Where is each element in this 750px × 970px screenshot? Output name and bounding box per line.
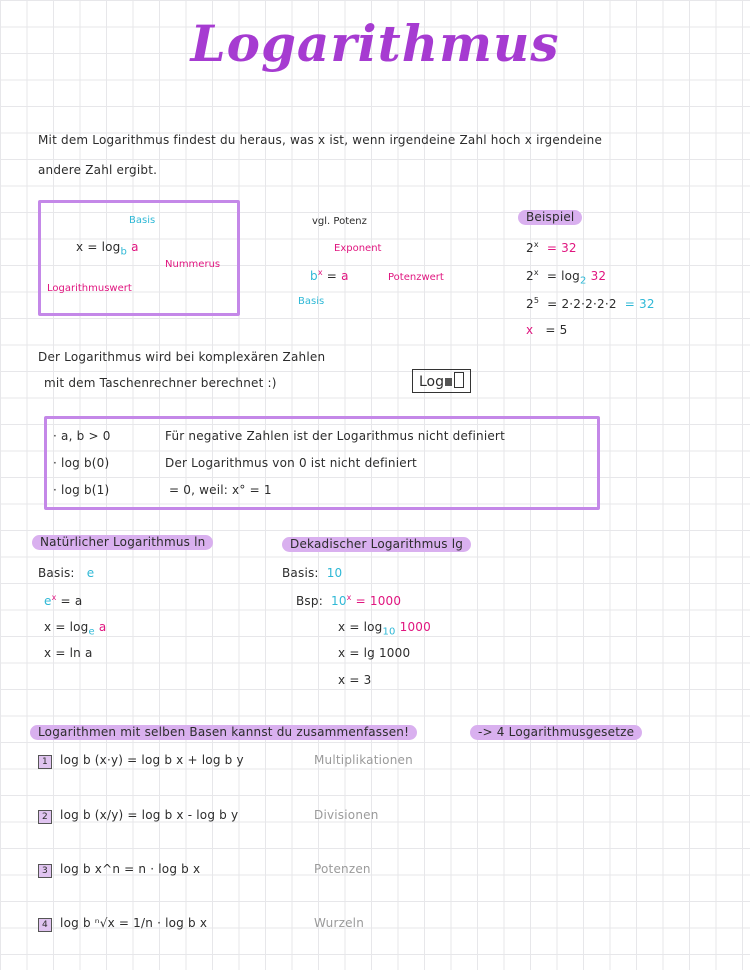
decadic-row-1-base: 10 <box>330 594 347 608</box>
condition-note-1: Für negative Zahlen ist der Logarithmus nicht definiert <box>165 429 505 443</box>
natural-basis-value: e <box>86 566 95 580</box>
formula-sub: b <box>120 246 128 258</box>
logwert-label: Logarithmuswert <box>47 283 132 294</box>
decadic-basis-value: 10 <box>326 566 343 580</box>
b4-right: = 5 <box>545 323 568 337</box>
nummerus-label: Nummerus <box>165 259 221 270</box>
natural-row-3: x = ln a <box>44 646 93 660</box>
natural-basis-label: Basis: <box>38 566 75 580</box>
natural-row-1-rest: = a <box>56 594 83 608</box>
page-title: Logarithmus <box>190 14 560 73</box>
condition-note-3: = 0, weil: x° = 1 <box>169 483 272 497</box>
exponent-label: Exponent <box>334 243 382 254</box>
potenz-basis-label: Basis <box>298 296 325 307</box>
condition-item-3-text: log b(1) <box>61 483 110 497</box>
beispiel-row-3 <box>526 296 655 311</box>
natural-row-2-text: x = log <box>44 620 89 634</box>
b2-sup: x <box>533 268 539 277</box>
b3-sup: 5 <box>533 296 540 305</box>
decadic-row-2 <box>338 620 431 637</box>
calc-square-icon <box>445 378 452 386</box>
b1-left: 2 <box>526 241 534 255</box>
law-1-name: Multiplikationen <box>314 753 413 767</box>
b1-sup: x <box>533 240 539 249</box>
formula-text: x = log <box>76 240 121 254</box>
law-3 <box>38 862 200 878</box>
decadic-row-2-sub: 10 <box>382 626 396 638</box>
decadic-row-4: x = 3 <box>338 673 372 687</box>
law-1-formula: log b (x·y) = log b x + log b y <box>60 753 244 767</box>
potenz-exp: x <box>317 268 323 277</box>
law-4-name: Wurzeln <box>314 916 364 930</box>
intro-line-1: Mit dem Logarithmus findest du heraus, was x ist, wenn irgendeine Zahl hoch x irgendeine <box>38 133 603 147</box>
condition-item-2: · log b(0) <box>53 456 110 470</box>
calc-key-label: Log <box>419 374 445 390</box>
decadic-basis-label: Basis: <box>282 566 319 580</box>
law-1 <box>38 753 244 769</box>
natural-row-1 <box>44 593 82 608</box>
natural-basis <box>38 566 94 580</box>
decadic-bsp-label: Bsp: <box>296 594 323 608</box>
potenzwert-label: Potenzwert <box>388 272 444 283</box>
potenz-a: a <box>341 269 349 283</box>
definition-box <box>38 200 240 316</box>
b3-right: = 2·2·2·2·2 <box>547 297 617 311</box>
calc-line-2: mit dem Taschenrechner berechnet :) <box>44 376 277 390</box>
b2-left: 2 <box>526 269 534 283</box>
law-3-name: Potenzen <box>314 862 371 876</box>
intro-line-2: andere Zahl ergibt. <box>38 163 158 177</box>
decadic-row-2-text: x = log <box>338 620 383 634</box>
law-2-formula: log b (x/y) = log b x - log b y <box>60 808 239 822</box>
law-2-number: 2 <box>38 810 52 824</box>
natural-log-heading: Natürlicher Logarithmus ln <box>32 535 213 550</box>
decadic-bsp <box>296 593 401 608</box>
calc-line-1: Der Logarithmus wird bei komplexären Zahlen <box>38 350 326 364</box>
decadic-row-1-rest: = 1000 <box>351 594 402 608</box>
law-2 <box>38 808 238 824</box>
law-1-number: 1 <box>38 755 52 769</box>
law-4-number: 4 <box>38 918 52 932</box>
beispiel-row-4 <box>526 323 567 337</box>
condition-item-1: · a, b > 0 <box>53 429 111 443</box>
decadic-row-3: x = lg 1000 <box>338 646 411 660</box>
law-3-number: 3 <box>38 864 52 878</box>
condition-note-2: Der Logarithmus von 0 ist nicht definiert <box>165 456 417 470</box>
b3-left: 2 <box>526 297 534 311</box>
natural-row-2-sub: e <box>88 626 95 638</box>
beispiel-row-1 <box>526 240 577 255</box>
natural-row-1-base: e <box>44 594 52 608</box>
conditions-box <box>44 416 600 510</box>
natural-row-2-arg: a <box>98 620 107 634</box>
b1-right: = 32 <box>546 241 577 255</box>
calc-box-icon <box>454 372 464 388</box>
condition-item-2-text: log b(0) <box>61 456 110 470</box>
decadic-row-1-sup: x <box>346 593 352 602</box>
natural-row-2 <box>44 620 106 637</box>
potenz-formula <box>310 268 349 283</box>
law-2-name: Divisionen <box>314 808 379 822</box>
formula-arg: a <box>131 240 139 254</box>
beispiel-heading: Beispiel <box>518 210 582 225</box>
b2-arg: 32 <box>590 269 607 283</box>
potenz-heading: vgl. Potenz <box>312 216 367 227</box>
definition-formula <box>76 240 139 257</box>
decadic-log-heading: Dekadischer Logarithmus lg <box>282 537 471 552</box>
calculator-log-key <box>412 369 471 393</box>
decadic-row-2-arg: 1000 <box>399 620 431 634</box>
beispiel-row-2 <box>526 268 606 286</box>
laws-heading: Logarithmen mit selben Basen kannst du zusammenfassen! <box>30 725 417 740</box>
condition-item-1-text: a, b > 0 <box>61 429 111 443</box>
natural-row-1-sup: x <box>51 593 57 602</box>
laws-arrow-note: -> 4 Logarithmusgesetze <box>470 725 642 740</box>
law-4-formula: log b ⁿ√x = 1/n · log b x <box>60 916 208 930</box>
basis-label: Basis <box>129 215 156 226</box>
condition-item-3: · log b(1) <box>53 483 110 497</box>
law-4 <box>38 916 207 932</box>
potenz-base: b <box>310 269 318 283</box>
law-3-formula: log b x^n = n · log b x <box>60 862 201 876</box>
b4-left: x <box>526 323 534 337</box>
b2-right: = log <box>546 269 580 283</box>
decadic-basis <box>282 566 342 580</box>
potenz-equals: = <box>322 269 342 283</box>
b2-sub: 2 <box>579 275 587 287</box>
b3-extra: = 32 <box>624 297 655 311</box>
